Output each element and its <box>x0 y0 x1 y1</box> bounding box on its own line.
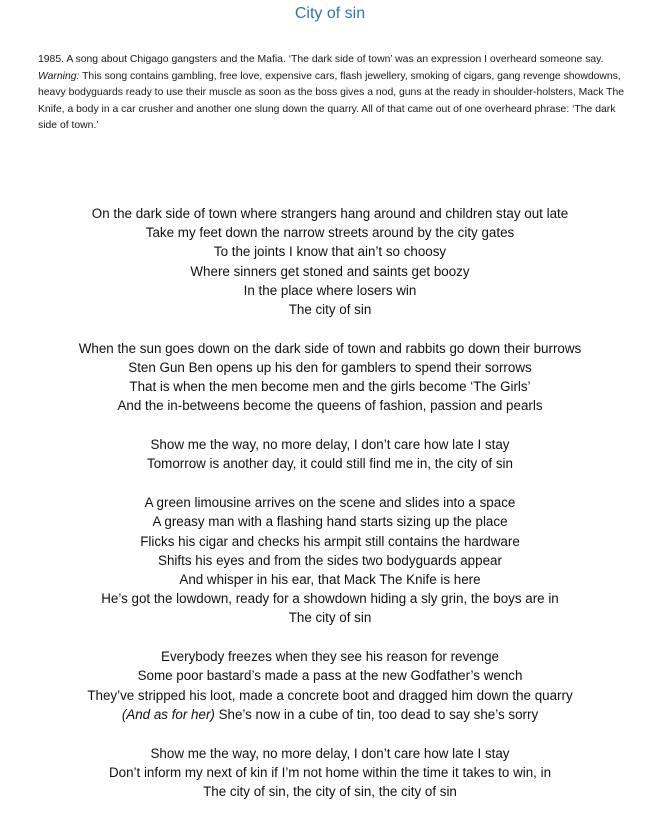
lyric-line: Show me the way, no more delay, I don’t care how late I stay <box>150 745 510 761</box>
lyrics <box>0 204 660 821</box>
lyric-line: That is when the men become men and the girls become ‘The Girls’ <box>129 379 531 395</box>
chorus-1 <box>0 435 660 473</box>
warning-text: This song contains gambling, free love, expensive cars, flash jewellery, smoking of cigars, gang revenge showdowns, heavy bodyguards ready to use their muscle as soon as the boss gives a nod, guns at the ready in shoulder-holsters, Mack The Knife, a body in a car crusher and another one slung down the quarry. All of that came out of one overheard phrase: ‘The dark side of town.’ <box>38 70 625 131</box>
verse-3 <box>0 493 660 627</box>
lyric-line: The city of sin <box>288 302 372 318</box>
lyric-line: He’s got the lowdown, ready for a showdown hiding a sly grin, the boys are in <box>101 591 559 607</box>
lyric-line: A greasy man with a flashing hand starts sizing up the place <box>152 514 508 530</box>
lyric-line: Show me the way, no more delay, I don’t care how late I stay <box>150 437 510 453</box>
lyric-line: Sten Gun Ben opens up his den for gamblers to spend their sorrows <box>128 360 532 376</box>
lyric-line: They’ve stripped his loot, made a concrete boot and dragged him down the quarry <box>87 687 573 703</box>
lyric-line: The city of sin <box>288 610 372 626</box>
lyric-line: When the sun goes down on the dark side of town and rabbits go down their burrows <box>78 340 582 356</box>
intro-paragraph: 1985. A song about Chigago gangsters and the Mafia. ‘The dark side of town’ was an expression I overheard someone say. <box>38 54 604 65</box>
lyric-line: Don’t inform my next of kin if I’m not home within the time it takes to win, in <box>108 764 552 780</box>
chorus-2 <box>0 744 660 802</box>
lyric-line: In the place where losers win <box>243 282 417 298</box>
verse-1 <box>0 204 660 319</box>
lyric-line: The city of sin, the city of sin, the city of sin <box>203 784 457 800</box>
intro-note <box>38 52 628 135</box>
lyric-line: And whisper in his ear, that Mack The Knife is here <box>179 572 481 588</box>
lyric-line: To the joints I know that ain’t so choosy <box>213 244 447 260</box>
lyric-line <box>0 705 660 724</box>
warning-label: Warning: <box>38 70 80 82</box>
lyric-line: On the dark side of town where strangers hang around and children stay out late <box>91 206 569 221</box>
lyric-line-rest: She’s now in a cube of tin, too dead to say she’s sorry <box>214 706 539 722</box>
warning-paragraph <box>38 69 628 135</box>
lyric-italic-aside: (And as for her) <box>121 706 215 722</box>
lyric-line: Shifts his eyes and from the sides two bodyguards appear <box>158 552 502 568</box>
lyric-line: A green limousine arrives on the scene and slides into a space <box>144 495 516 511</box>
verse-2 <box>0 339 660 416</box>
lyric-line: Take my feet down the narrow streets around by the city gates <box>145 225 515 241</box>
lyric-line: Where sinners get stoned and saints get boozy <box>190 263 470 279</box>
lyric-line: Everybody freezes when they see his reason for revenge <box>161 649 499 665</box>
song-title: City of sin <box>294 5 366 22</box>
lyric-line: Some poor bastard’s made a pass at the new Godfather’s wench <box>137 668 523 684</box>
lyric-line: And the in-betweens become the queens of fashion, passion and pearls <box>117 398 543 414</box>
lyric-line: Tomorrow is another day, it could still find me in, the city of sin <box>147 456 513 472</box>
verse-4 <box>0 647 660 724</box>
lyric-line: Flicks his cigar and checks his armpit still contains the hardware <box>140 533 520 549</box>
